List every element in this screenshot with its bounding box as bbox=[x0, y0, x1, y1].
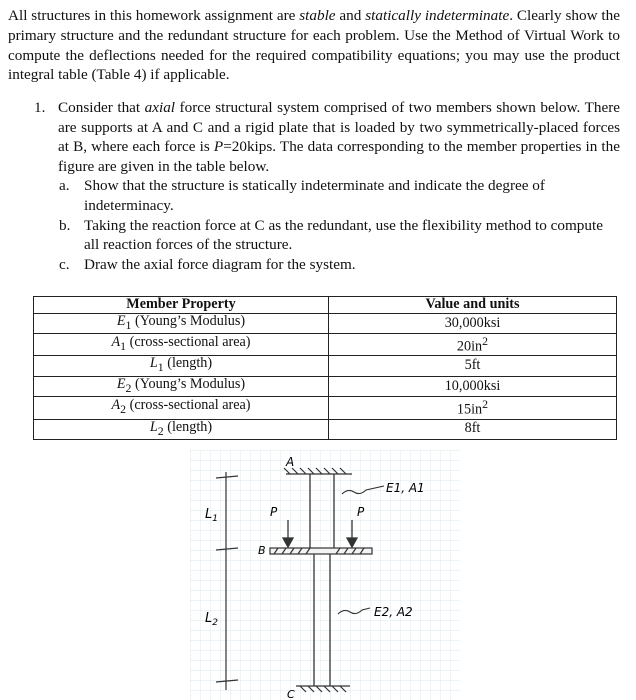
table-row bbox=[34, 356, 617, 376]
property-cell: $A_1$ (cross-sectional area) bbox=[34, 334, 329, 356]
sub-text: Show that the structure is statically indeterminate and indicate the degree of indeterminacy. bbox=[84, 177, 545, 214]
load-label-left: P bbox=[270, 505, 278, 519]
plate-label-b: B bbox=[258, 544, 266, 557]
length-label-l2: $L_2$ bbox=[205, 611, 218, 628]
value-cell: 10,000ksi bbox=[329, 376, 617, 396]
structure-figure bbox=[0, 450, 636, 700]
value-cell: $15in^2$ bbox=[329, 397, 617, 419]
load-label-right: P bbox=[357, 505, 365, 519]
property-cell: $L_2$ (length) bbox=[34, 419, 329, 439]
sub-text: Taking the reaction force at C as the redundant, use the flexibility method to compute all reaction forces of the structure. bbox=[84, 216, 603, 254]
sub-text: Draw the axial force diagram for the system. bbox=[84, 255, 356, 273]
table-row bbox=[34, 334, 617, 356]
sub-label: b. bbox=[59, 216, 71, 234]
material-label-member-1: E1, A1 bbox=[386, 481, 425, 495]
sub-question-c bbox=[59, 255, 620, 275]
material-label-member-2: E2, A2 bbox=[374, 605, 413, 619]
property-cell: $A_2$ (cross-sectional area) bbox=[34, 397, 329, 419]
length-label-l1: $L_1$ bbox=[205, 507, 218, 524]
table-row bbox=[34, 376, 617, 396]
value-cell: 5ft bbox=[329, 356, 617, 376]
problem-1 bbox=[34, 98, 620, 274]
value-cell: 30,000ksi bbox=[329, 313, 617, 333]
problem-statement: Consider that axial force structural system comprised of two members shown below. There are supports at A and C and a rigid plate that is loaded by two symmetrically-placed forces at B, where each force is P=20kips. The data corresponding to the member properties in the figure are given in the table below. bbox=[58, 99, 620, 175]
intro-paragraph: All structures in this homework assignment are stable and statically indeterminate. Clearly show the primary structure and the redundant structure for each problem. Use the Method of Virtual Work to compute the deflections needed for the required compatibility equations; you may use the product integral table (Table 4) if applicable. bbox=[8, 7, 620, 84]
value-cell: 8ft bbox=[329, 419, 617, 439]
support-label-a: A bbox=[286, 455, 295, 469]
table-row bbox=[34, 419, 617, 439]
property-cell: $E_1$ (Young’s Modulus) bbox=[34, 313, 329, 333]
sub-question-a bbox=[59, 176, 620, 215]
rigid-plate-b bbox=[270, 548, 372, 554]
table-row bbox=[34, 313, 617, 333]
table-header-row bbox=[34, 297, 617, 314]
member-properties-table bbox=[33, 296, 617, 440]
sub-label: a. bbox=[59, 177, 70, 195]
sub-question-b bbox=[59, 216, 620, 255]
problem-number: 1. bbox=[34, 99, 46, 116]
property-cell: $L_1$ (length) bbox=[34, 356, 329, 376]
header-value: Value and units bbox=[329, 297, 617, 314]
table-row bbox=[34, 397, 617, 419]
sub-label: c. bbox=[59, 255, 70, 273]
header-property: Member Property bbox=[34, 297, 329, 314]
value-cell: $20in^2$ bbox=[329, 334, 617, 356]
property-cell: $E_2$ (Young’s Modulus) bbox=[34, 376, 329, 396]
support-label-c: C bbox=[287, 688, 295, 700]
